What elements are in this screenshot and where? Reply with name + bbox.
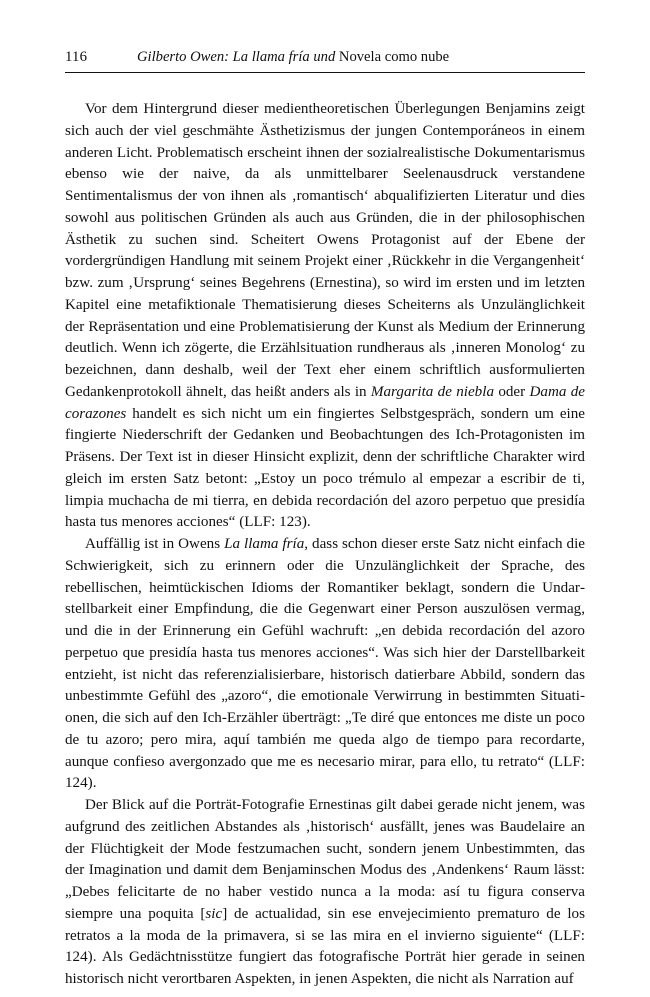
text-run-4: Dama de corazones bbox=[65, 383, 585, 422]
text-run-1: Auffällig ist in Owens bbox=[85, 536, 225, 552]
text-run-2: sic bbox=[205, 905, 223, 922]
page-number: 116 bbox=[65, 49, 88, 65]
text-run-3: , dass schon dieser erste Satz nicht einfach die Schwierigkeit, sich zu erinnern oder die Unzulänglichkeit der Sprache, des rebellischen, heimtückischen Idioms der Romantiker beklagt, sondern die Undarstellbarkeit einer Empfindung, die die Gegenwart einer Person auszulösen vermag, und die in der Erinnerung ein Gefühl wachruft: „en debida recordación del azoro perpetuo que presidía hasta tus menores acciones“. Was sich hier der Darstellbarkeit entzieht, ist nicht das referenzialisierbare, historisch datierbare Abbild, sondern das unbestimmte Gefühl des „azoro“, die emotionale Verwirrung in bestimmten Situationen, die sich auf den Ich-Erzähler überträgt: „Te diré que entonces me diste un poco de tu azoro; pero mira, aquí también me queda algo de tiempo para recordarte, aunque confieso avergonzado que me es necesario mirar, para ello, tu retrato“ (LLF: 124). bbox=[65, 536, 586, 792]
running-head-title-part-1: La llama fría bbox=[232, 49, 310, 65]
text-run-5: handelt es sich nicht um ein fingiertes Selbstgespräch, sondern um eine fingierte Niederschrift der Gedanken und Beobachtungen des Ich-Protagonisten im Präsens. Der Text ist in dieser Hinsicht explizit, denn der schriftliche Charakter wird gleich im ersten Satz betont: „Estoy un poco trémulo al empezar a escribir de ti, limpia muchacha de mi tierra, en debida recordación del azoro perpetuo que presidía hasta tus menores acciones“ (LLF: 123). bbox=[65, 405, 585, 531]
text-run-3: ] de actualidad, sin ese envejecimiento prematuro de los retratos a la moda de la primavera, si se las mira en el invierno siguiente“ (LLF: 124). Als Gedächtnisstütze fungiert das fotografische Porträt hier gerade in seinen historisch nicht verortbaren Aspekten, in jenen Aspekten, die nicht als Narration auf bbox=[65, 905, 585, 987]
paragraph-2 bbox=[65, 534, 585, 795]
paragraph-1 bbox=[65, 99, 585, 534]
text-run-3: oder bbox=[494, 383, 530, 400]
running-head-title-part-2: Novela como nube bbox=[338, 49, 450, 65]
text-run-1: Vor dem Hintergrund dieser medientheoretischen Überlegungen Benjamins zeigt sich auch der viel geschmähte Ästhetizismus der jungen Contemporáneos in einem anderen Licht. Problematisch erscheint ihnen der sozialrealistische Dokumentarismus ebenso wie der naive, da als unmittelbarer Seelenausdruck verstandene Sentimentalismus der von ihnen als ‚romantisch‘ abqualifizierten Literatur und dies sowohl aus politischen Gründen als auch aus Gründen, die in der philosophischen Ästhetik zu suchen sind. Scheitert Owens Protagonist auf der Ebene der vordergründigen Handlung mit seinem Projekt einer ‚Rückkehr in die Vergangenheit‘ bzw. zum ‚Ursprung‘ seines Begehrens (Ernestina), so wird im ersten und im letzten Kapitel eine metafiktionale Thematisierung dieses Scheiterns als Unzulänglichkeit der Repräsentation und eine Problematisierung der Kunst als Medium der Erinnerung deutlich. Wenn ich zögerte, die Erzählsituation rundheraus als ‚inneren Monolog‘ zu bezeichnen, dann deshalb, weil der Text eher einem schriftlich ausformulierten Gedankenprotokoll ähnelt, das heißt anders als in bbox=[65, 101, 585, 400]
text-run-2: La llama fría bbox=[224, 536, 305, 552]
running-head-rule bbox=[65, 72, 585, 73]
text-run-1: Der Blick auf die Porträt-Fotografie Ernestinas gilt dabei gerade nicht jenem, was aufgrund des zeitlichen Abstandes als ‚historisch‘ ausfällt, jenes was Baudelaire an der Flüchtigkeit der Mode festzumachen sucht, sondern jenem Unbestimmten, das der Imagination und damit dem Benjaminschen Modus des ‚Andenkens‘ Raum lässt: „Debes felicitarte de no haber vestido nunca a la moda: así tu figura conserva siempre una poquita [ bbox=[65, 797, 585, 922]
running-head bbox=[65, 47, 585, 69]
running-head-author: Gilberto Owen: bbox=[137, 49, 230, 65]
paragraph-3 bbox=[65, 795, 585, 991]
text-run-2: Margarita de niebla bbox=[370, 383, 495, 400]
running-head-connector: und bbox=[313, 49, 336, 65]
body-text-block bbox=[65, 99, 585, 991]
running-head-title bbox=[137, 47, 585, 67]
